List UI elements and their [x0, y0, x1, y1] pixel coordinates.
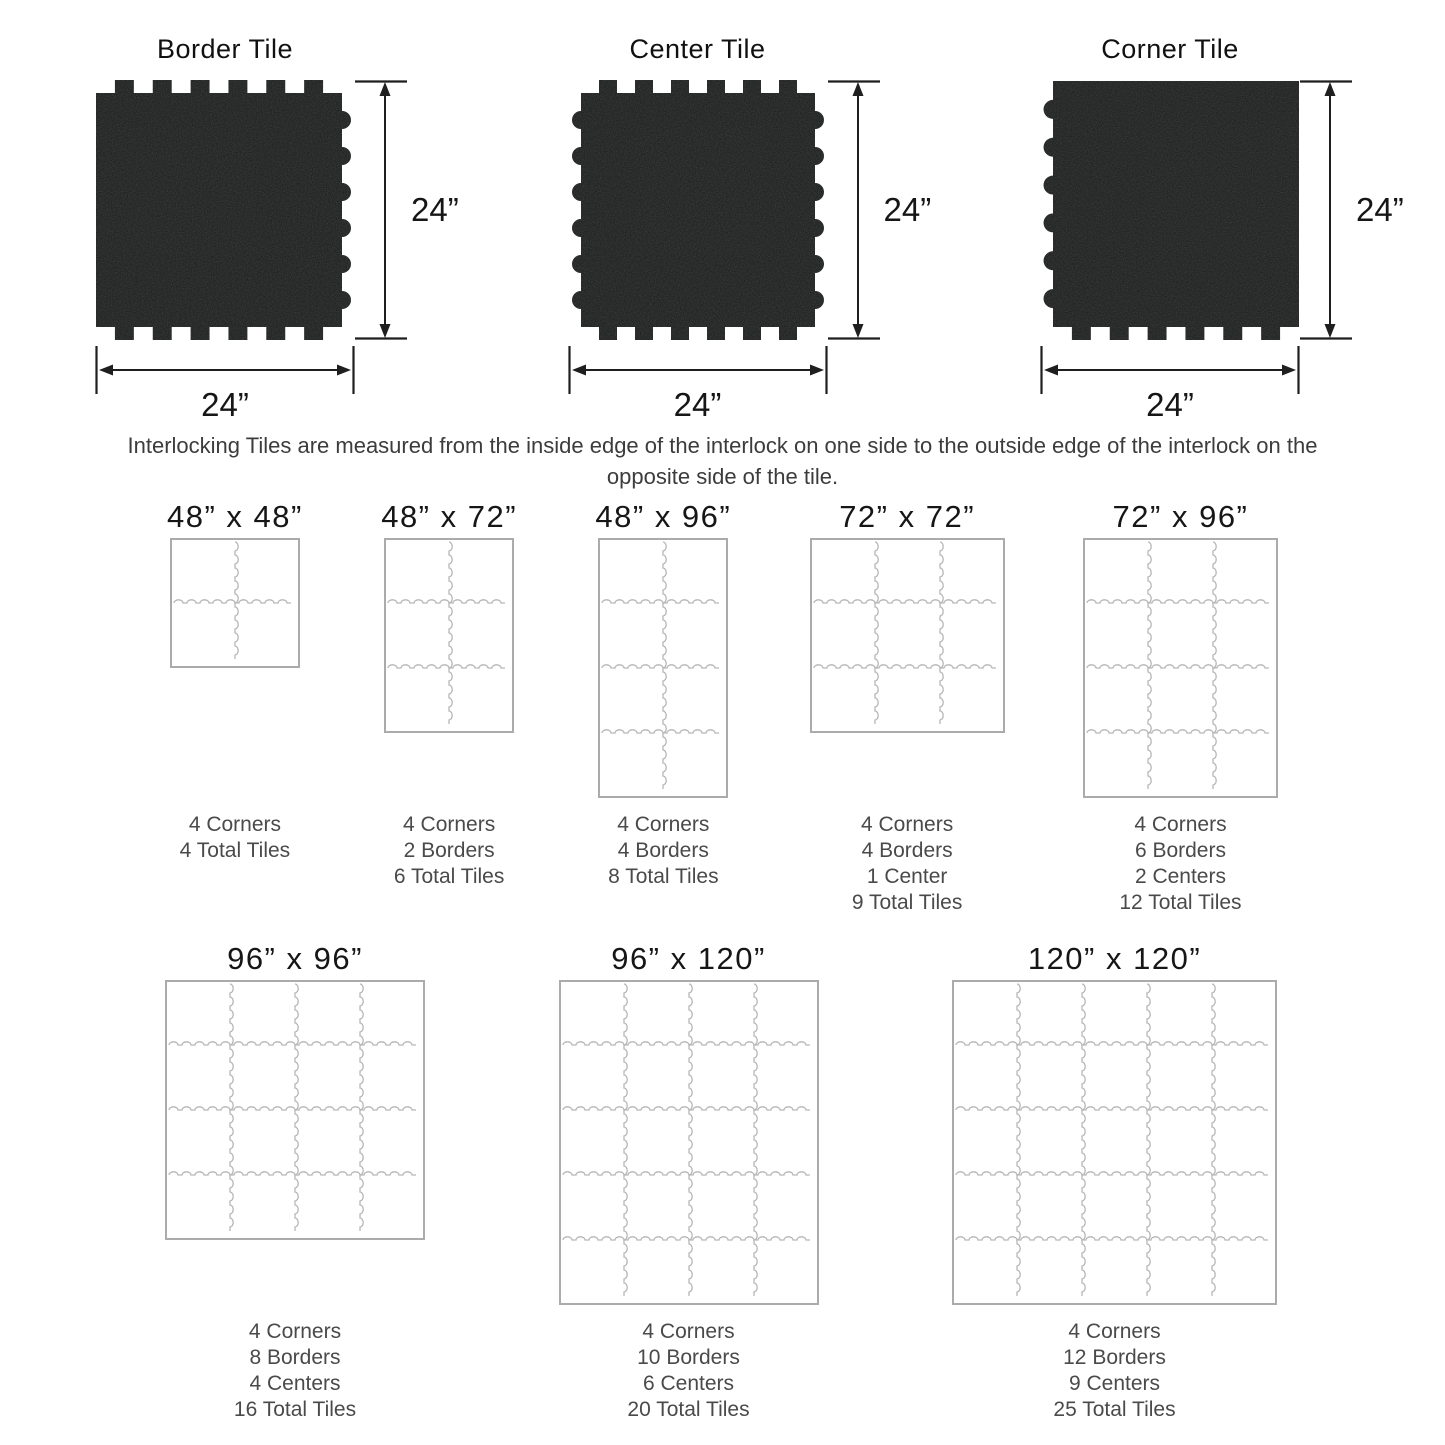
tile-count-line: 20 Total Tiles: [627, 1398, 750, 1421]
tile-count-line: 4 Corners: [403, 813, 496, 836]
layout-grid-diagram: [810, 538, 1005, 733]
tile-count-line: 4 Corners: [617, 813, 710, 836]
layout-size-title: 96” x 120”: [611, 941, 766, 976]
tile-count-line: 6 Borders: [1134, 839, 1226, 862]
tile-figure-border: [95, 32, 459, 424]
height-dimension: [1300, 80, 1404, 340]
layout-option-96x96: [165, 938, 425, 1423]
height-dimension-label: 24”: [883, 191, 932, 228]
height-dimension-label: 24”: [1356, 191, 1404, 228]
layout-size-title: 48” x 96”: [595, 499, 732, 534]
tile-count-line: 10 Borders: [637, 1346, 740, 1369]
tile-count-line: 9 Centers: [1068, 1372, 1161, 1395]
layout-options-row-1: [0, 496, 1445, 916]
width-dimension-label: 24”: [1146, 386, 1194, 423]
tile-count-line: 4 Corners: [248, 1320, 342, 1343]
layout-size-title: 72” x 72”: [839, 499, 976, 534]
tile-counts: [1119, 812, 1241, 916]
width-dimension: [95, 346, 355, 424]
layout-size-title: 72” x 96”: [1112, 499, 1249, 534]
tile-figure-center: [568, 32, 932, 424]
tile-count-line: 6 Centers: [642, 1372, 735, 1395]
layout-size-title: 48” x 48”: [167, 499, 303, 534]
layout-option-48x48: [167, 496, 303, 864]
tile-count-line: 8 Total Tiles: [608, 865, 719, 888]
tile-count-line: 1 Center: [866, 865, 948, 888]
layout-grid-diagram: [1083, 538, 1278, 798]
tile-count-line: 4 Borders: [861, 839, 953, 862]
height-dimension: [355, 80, 459, 340]
tile-types-row: [0, 32, 1445, 424]
tile-count-line: 4 Centers: [249, 1372, 341, 1395]
width-dimension: [1040, 346, 1300, 424]
tile-count-line: 4 Corners: [1134, 813, 1227, 836]
tile-count-line: 8 Borders: [249, 1346, 341, 1369]
layout-grid-diagram: [384, 538, 514, 733]
height-dimension-label: 24”: [411, 191, 459, 228]
layout-option-120x120: [952, 938, 1277, 1423]
layout-grid-diagram: [598, 538, 728, 798]
tile-count-line: 12 Total Tiles: [1119, 891, 1242, 914]
width-dimension: [568, 346, 828, 424]
tile-counts: [608, 812, 719, 890]
width-dimension-label: 24”: [673, 386, 722, 423]
layout-size-title: 120” x 120”: [1027, 941, 1202, 976]
layout-size-title: 96” x 96”: [227, 941, 363, 976]
tile-counts: [394, 812, 505, 890]
tile-type-title: Corner Tile: [1101, 34, 1239, 64]
tile-count-line: 4 Total Tiles: [179, 839, 291, 862]
tile-counts: [180, 812, 291, 864]
corner-tile-photo: [1040, 80, 1300, 340]
tile-count-line: 6 Total Tiles: [393, 865, 505, 888]
tile-count-line: 2 Centers: [1134, 865, 1226, 888]
layout-grid-diagram: [952, 980, 1277, 1305]
layout-size-title: 48” x 72”: [381, 499, 518, 534]
tile-count-line: 2 Borders: [403, 839, 495, 862]
tile-count-line: 4 Corners: [1068, 1320, 1161, 1343]
width-dimension-label: 24”: [201, 386, 249, 423]
tile-count-line: 9 Total Tiles: [851, 891, 963, 914]
layout-option-72x72: [810, 496, 1005, 916]
tile-count-line: 16 Total Tiles: [233, 1398, 357, 1421]
tile-count-line: 4 Corners: [188, 813, 282, 836]
layout-grid-diagram: [559, 980, 819, 1305]
layout-option-48x72: [381, 496, 517, 890]
tile-figure-corner: [1040, 32, 1404, 424]
height-dimension: [828, 80, 932, 340]
tile-count-line: 4 Corners: [861, 813, 954, 836]
tile-counts: [1053, 1319, 1175, 1423]
tile-counts: [852, 812, 963, 916]
layout-grid-diagram: [165, 980, 425, 1240]
layout-option-96x120: [559, 938, 819, 1423]
border-tile-photo: [95, 80, 355, 340]
layout-option-48x96: [595, 496, 731, 890]
tile-type-title: Border Tile: [156, 34, 294, 64]
center-tile-photo: [568, 80, 828, 340]
tile-type-title: Center Tile: [629, 34, 766, 64]
tile-counts: [627, 1319, 749, 1423]
measurement-note: Interlocking Tiles are measured from the inside edge of the interlock on one side to the outside edge of the interlock on the opposite side of the tile.: [127, 433, 1318, 489]
tile-counts: [234, 1319, 356, 1423]
layout-option-72x96: [1083, 496, 1278, 916]
tile-count-line: 4 Borders: [617, 839, 709, 862]
layout-grid-diagram: [170, 538, 300, 668]
tile-count-line: 25 Total Tiles: [1053, 1398, 1176, 1421]
layout-options-row-2: [0, 938, 1445, 1423]
tile-count-line: 12 Borders: [1063, 1346, 1166, 1369]
tile-count-line: 4 Corners: [642, 1320, 735, 1343]
